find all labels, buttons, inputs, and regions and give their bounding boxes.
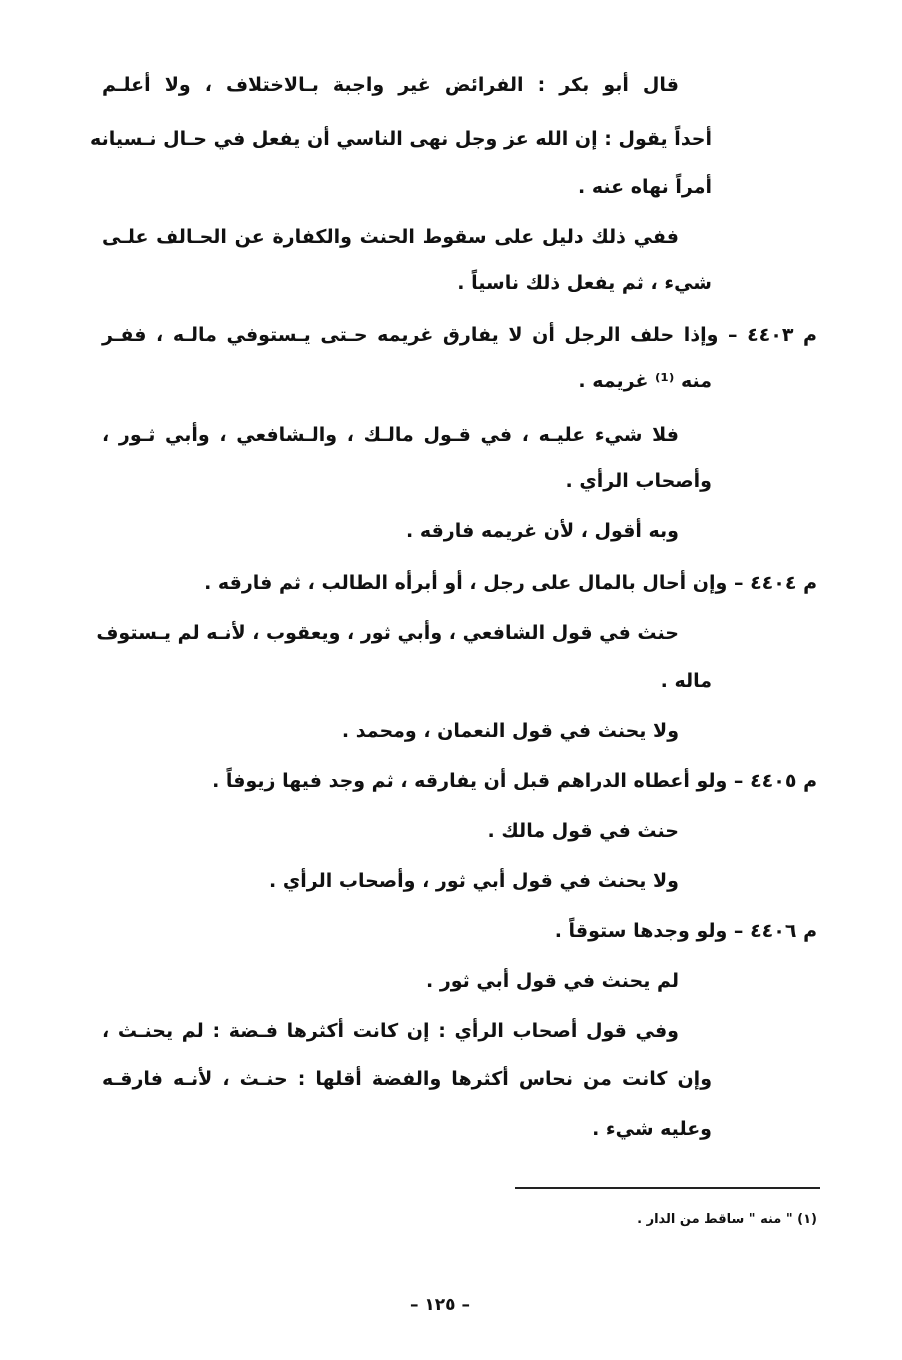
text-line-12: حنث في قول الشافعي ، وأبي ثور ، ويعقوب ، لأنـه لم يـستوف [96,622,679,644]
text-line-14: ولا يحنث في قول النعمان ، ومحمد . [341,720,679,742]
item-4406-heading: م ٤٤٠٦ – ولو وجدها ستوقاً . [554,920,817,942]
text-line-22: وعليه شيء . [592,1118,712,1140]
text-line-19: لم يحنث في قول أبي ثور . [426,970,679,992]
text-line-13: ماله . [660,670,712,692]
text-line-16: حنث في قول مالك . [487,820,679,842]
text-line-2: أحداً يقول : إن الله عز وجل نهى الناسي أن يفعل في حـال نـسيانه [90,128,712,150]
text-line-5: شيء ، ثم يفعل ذلك ناسياً . [457,272,712,294]
item-4405-heading: م ٤٤٠٥ – ولو أعطاه الدراهم قبل أن يفارقه ، ثم وجد فيها زيوفاً . [212,770,817,792]
text-line-17: ولا يحنث في قول أبي ثور ، وأصحاب الرأي . [269,870,679,892]
text-line-8: فلا شيء عليـه ، في قـول مالـك ، والـشافعي ، وأبي ثـور ، [102,424,679,446]
footnote-separator [515,1187,820,1189]
text-line-20: وفي قول أصحاب الرأي : إن كانت أكثرها فـضة : لم يحنـث ، [102,1020,679,1042]
text-line-3: أمراً نهاه عنه . [578,176,712,198]
item-4404-heading: م ٤٤٠٤ – وإن أحال بالمال على رجل ، أو أبرأه الطالب ، ثم فارقه . [204,572,817,594]
footnote: (١) " منه " ساقط من الدار . [637,1212,817,1227]
text-line-4: ففي ذلك دليل على سقوط الحنث والكفارة عن الحـالف علـى [102,226,679,248]
text-line-1: قال أبو بكر : الفرائض غير واجبة بـالاختلاف ، ولا أعلـم [102,74,679,96]
text-line-10: وبه أقول ، لأن غريمه فارقه . [406,520,679,542]
item-4403-heading: م ٤٤٠٣ – وإذا حلف الرجل أن لا يفارق غريمه حـتى يـستوفي مالـه ، ففـر [102,324,817,346]
text-line-21: وإن كانت من نحاس أكثرها والفضة أقلها : حنـث ، لأنـه فارقـه [102,1068,712,1090]
page-number: – ١٢٥ – [410,1295,470,1315]
text-line-7: منه ⁽¹⁾ غريمه . [578,370,712,392]
text-line-9: وأصحاب الرأي . [565,470,712,492]
